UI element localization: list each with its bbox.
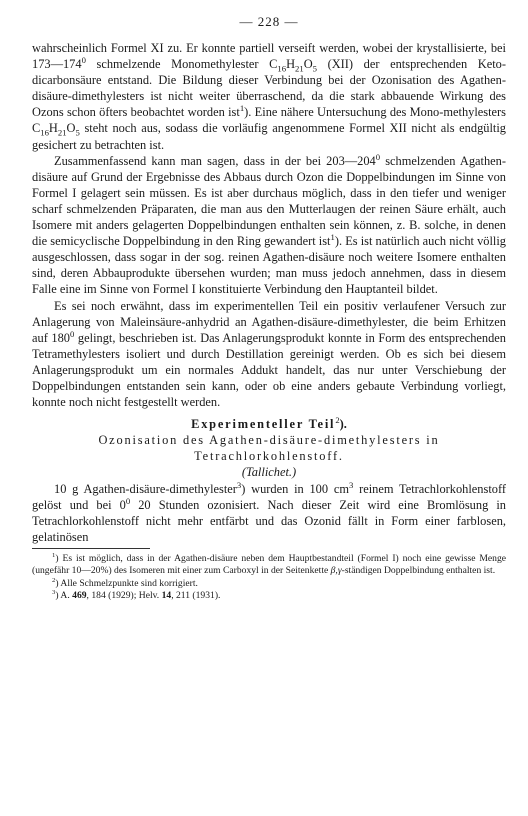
text: gelingt, beschrieben ist. Das Anlagerungsprodukt konnte in Form des entsprechenden Tetramethylesters isoliert und durch Destillation gereinigt werden. Ob es sich bei diesem Anlagerungsprodukt um ein normales Addukt handelt, das nur unter Verschiebung der Doppelbindungen entstanden sein kann, oder ob eine anders gebaute Verbindung vorliegt, konnte noch nicht festgestellt werden.	[32, 330, 506, 410]
text: wahrscheinlich Formel XI zu. Er konnte partiell verseift werden, wobei der krystallisierte, bei 173—174	[32, 41, 506, 72]
paragraph-1	[32, 40, 506, 153]
text: , 184 (1929); Helv.	[86, 590, 162, 602]
text: reinem Tetrachlorkohlenstoff gelöst und bei 0	[32, 481, 506, 512]
footnote-ref[interactable]: 3	[236, 479, 242, 490]
text: Zusammenfassend kann man sagen, dass in der bei 203—204	[54, 153, 376, 168]
footnote-ref[interactable]: 2	[335, 415, 340, 426]
page-number: — 228 —	[239, 14, 299, 29]
footnote-ref[interactable]: 1	[330, 232, 335, 242]
section-subheading: Ozonisation des Agathen-disäure-dimethylesters in Tetrachlorkohlenstoff.	[98, 433, 440, 464]
degree-sign: 0	[375, 151, 381, 162]
degree-sign: 0	[70, 328, 75, 339]
document-page	[32, 14, 506, 603]
degree-sign: 0	[81, 54, 86, 65]
footnote-mark: 1	[52, 551, 56, 559]
greek-letters: β,γ	[330, 565, 342, 577]
degree-sign: 0	[125, 495, 131, 506]
text: ) Es ist möglich, dass in der Agathen-disäure neben dem Hauptbestandteil (Formel I) noch eine gewisse Menge (ungefähr 10—20%) des Isomeren mit einer zum Carboxyl in der Seitenkette	[32, 552, 506, 577]
text: ). Eine nähere Untersuchung des Mono-methylesters C	[32, 105, 506, 136]
text: -ständigen Doppelbindung enthalten ist.	[341, 565, 496, 577]
volume-number: 469	[72, 590, 87, 602]
subscript: 5	[75, 127, 80, 138]
section-heading	[32, 416, 506, 432]
subscript: 16	[277, 63, 287, 74]
volume-number: 14	[161, 590, 172, 602]
text: schmelzende Monomethylester C	[85, 57, 278, 72]
footnote-mark: 3	[52, 588, 56, 596]
paragraph-2	[32, 153, 506, 298]
text: Es sei noch erwähnt, dass im experimentellen Teil ein positiv verlaufener Versuch zur Anlagerung von Maleinsäure-anhydrid an Agathen-disäure-dimethylester, die beim Erhitzen auf 180	[32, 298, 506, 345]
heading-suffix: ).	[339, 417, 347, 432]
text: O	[303, 57, 313, 72]
subscript: 16	[40, 127, 49, 138]
text: 20 Stunden ozonisiert. Nach dieser Zeit wird eine Bromlösung in Tetrachlorkohlenstoff nicht mehr entfärbt und das Ozonid fällt in Form einer farblosen, gelatinösen	[32, 497, 506, 544]
text: H	[286, 57, 296, 72]
footnote-2	[32, 578, 506, 590]
author-note: (Tallichet.)	[241, 465, 297, 480]
paragraph-4	[32, 481, 506, 545]
footnote-ref[interactable]: 1	[239, 103, 245, 114]
subscript: 21	[57, 127, 67, 138]
text: O	[66, 121, 76, 136]
subscript: 21	[295, 63, 304, 74]
text: , 211 (1931).	[171, 590, 221, 602]
text: ). Es ist natürlich auch nicht völlig ausgeschlossen, dass sogar in der sog. reinen Agathen-disäure noch weitere Isomere enthalten sind, deren Abbauprodukte übersehen wurden; man muss jedoch annehmen, dass in diesem Falle eine im Sinne von Formel I konstituierte Verbindung den Hauptanteil bildet.	[32, 234, 507, 297]
heading-text: Experimenteller Teil	[191, 417, 336, 432]
footnote-3	[32, 590, 506, 602]
text: H	[48, 121, 58, 136]
footnote-divider	[32, 548, 150, 549]
footnote-mark: 2	[52, 576, 56, 584]
paragraph-3	[32, 298, 506, 411]
text: ) A.	[55, 590, 73, 602]
subscript: 5	[312, 63, 317, 74]
footnote-1	[32, 553, 506, 578]
text: schmelzenden Agathen-disäure auf Grund der Ergebnisse des Abbaus durch Ozon die Doppelbindungen im Sinne von Formel I gelagert sein müssen. Es ist aber durchaus möglich, dass in den tiefer und weniger scharf schmelzenden Präparaten, die man aus den Mutterlaugen der reinen Säure erhält, auch Isomere mit anders gelagerten Doppelbindungen enthalten sein können, z. B. solche, in denen die semicyclische Doppelbindung in den Ring gewandert ist	[32, 153, 507, 249]
text: ) wurden in 100 cm	[241, 481, 349, 496]
text: steht noch aus, sodass die vorläufig angenommene Formel XII nicht als endgültig gesichert zu betrachten ist.	[32, 121, 506, 152]
text: 10 g Agathen-disäure-dimethylester	[54, 481, 237, 496]
text: (XII) der entsprechenden Keto-dicarbonsäure entstand. Die Bildung dieser Verbindung bei der Ozonisation des Agathen-disäure-dimethylesters ist nicht weiter überraschend, da die stark abbauende Wirkung des Ozons schon öfters beobachtet worden ist	[32, 57, 507, 120]
superscript: 3	[348, 479, 354, 490]
text: ) Alle Schmelzpunkte sind korrigiert.	[55, 577, 198, 589]
